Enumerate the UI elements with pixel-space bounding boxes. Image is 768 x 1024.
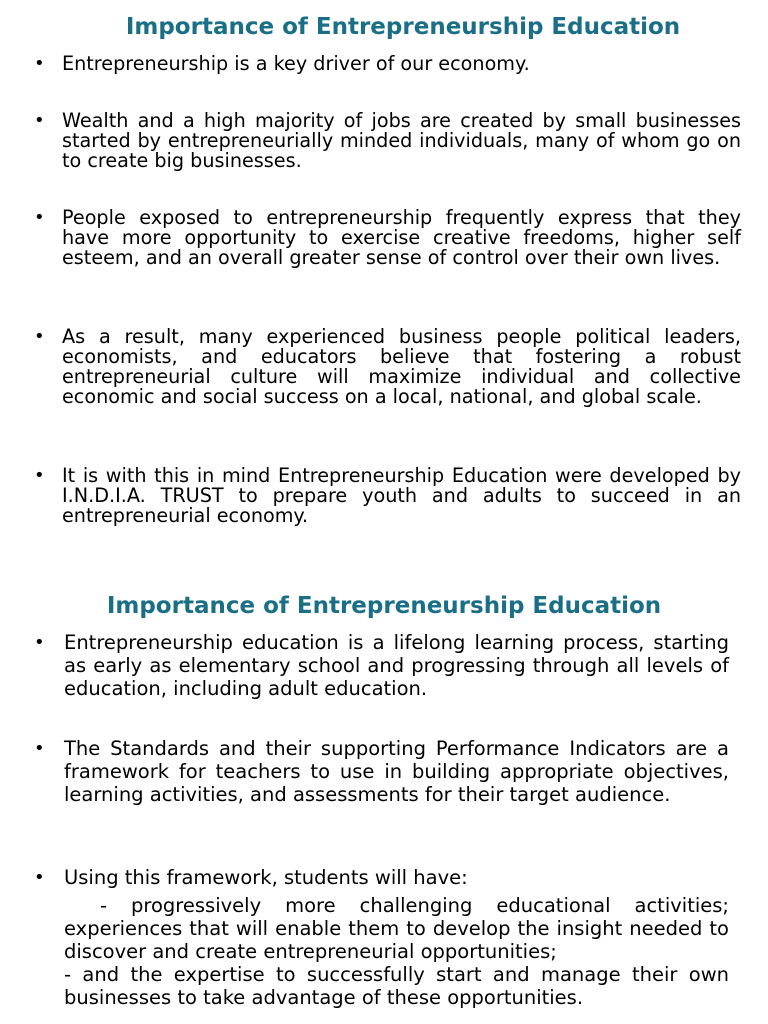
sub-item: - and the expertise to successfully start and manage their own businesses to take advantage of these opportunities.: [64, 963, 729, 1009]
bullet-item: • People exposed to entrepreneurship frequently express that they have more opportunity to exercise creative freedoms, higher self esteem, and an overall greater sense of control over their own lives.: [62, 208, 741, 268]
sub-item: - progressively more challenging educational activities; experiences that will enable them to develop the insight needed to discover and create entrepreneurial opportunities;: [64, 894, 729, 963]
section-2-title: Importance of Entrepreneurship Education: [106, 593, 662, 619]
bullet-item: • Entrepreneurship education is a lifelong learning process, starting as early as elementary school and progressing through all levels of education, including adult education.: [64, 631, 729, 700]
bullet-lead-text: Using this framework, students will have:: [64, 866, 468, 889]
bullet-item: • As a result, many experienced business people political leaders, economists, and educators believe that fostering a robust entrepreneurial culture will maximize individual and collective economic and social success on a local, national, and global scale.: [62, 327, 741, 407]
bullet-item: • Wealth and a high majority of jobs are created by small businesses started by entrepreneurially minded individuals, many of whom go on to create big businesses.: [62, 111, 741, 171]
bullet-item: • It is with this in mind Entrepreneurship Education were developed by I.N.D.I.A. TRUST to prepare youth and adults to succeed in an entrepreneurial economy.: [62, 466, 741, 526]
section-1-title: Importance of Entrepreneurship Education: [125, 14, 681, 40]
bullet-item: • Entrepreneurship is a key driver of our economy.: [62, 54, 741, 74]
bullet-item: • The Standards and their supporting Performance Indicators are a framework for teachers to use in building appropriate objectives, learning activities, and assessments for their target audience.: [64, 737, 729, 806]
bullet-item: [64, 866, 729, 1009]
